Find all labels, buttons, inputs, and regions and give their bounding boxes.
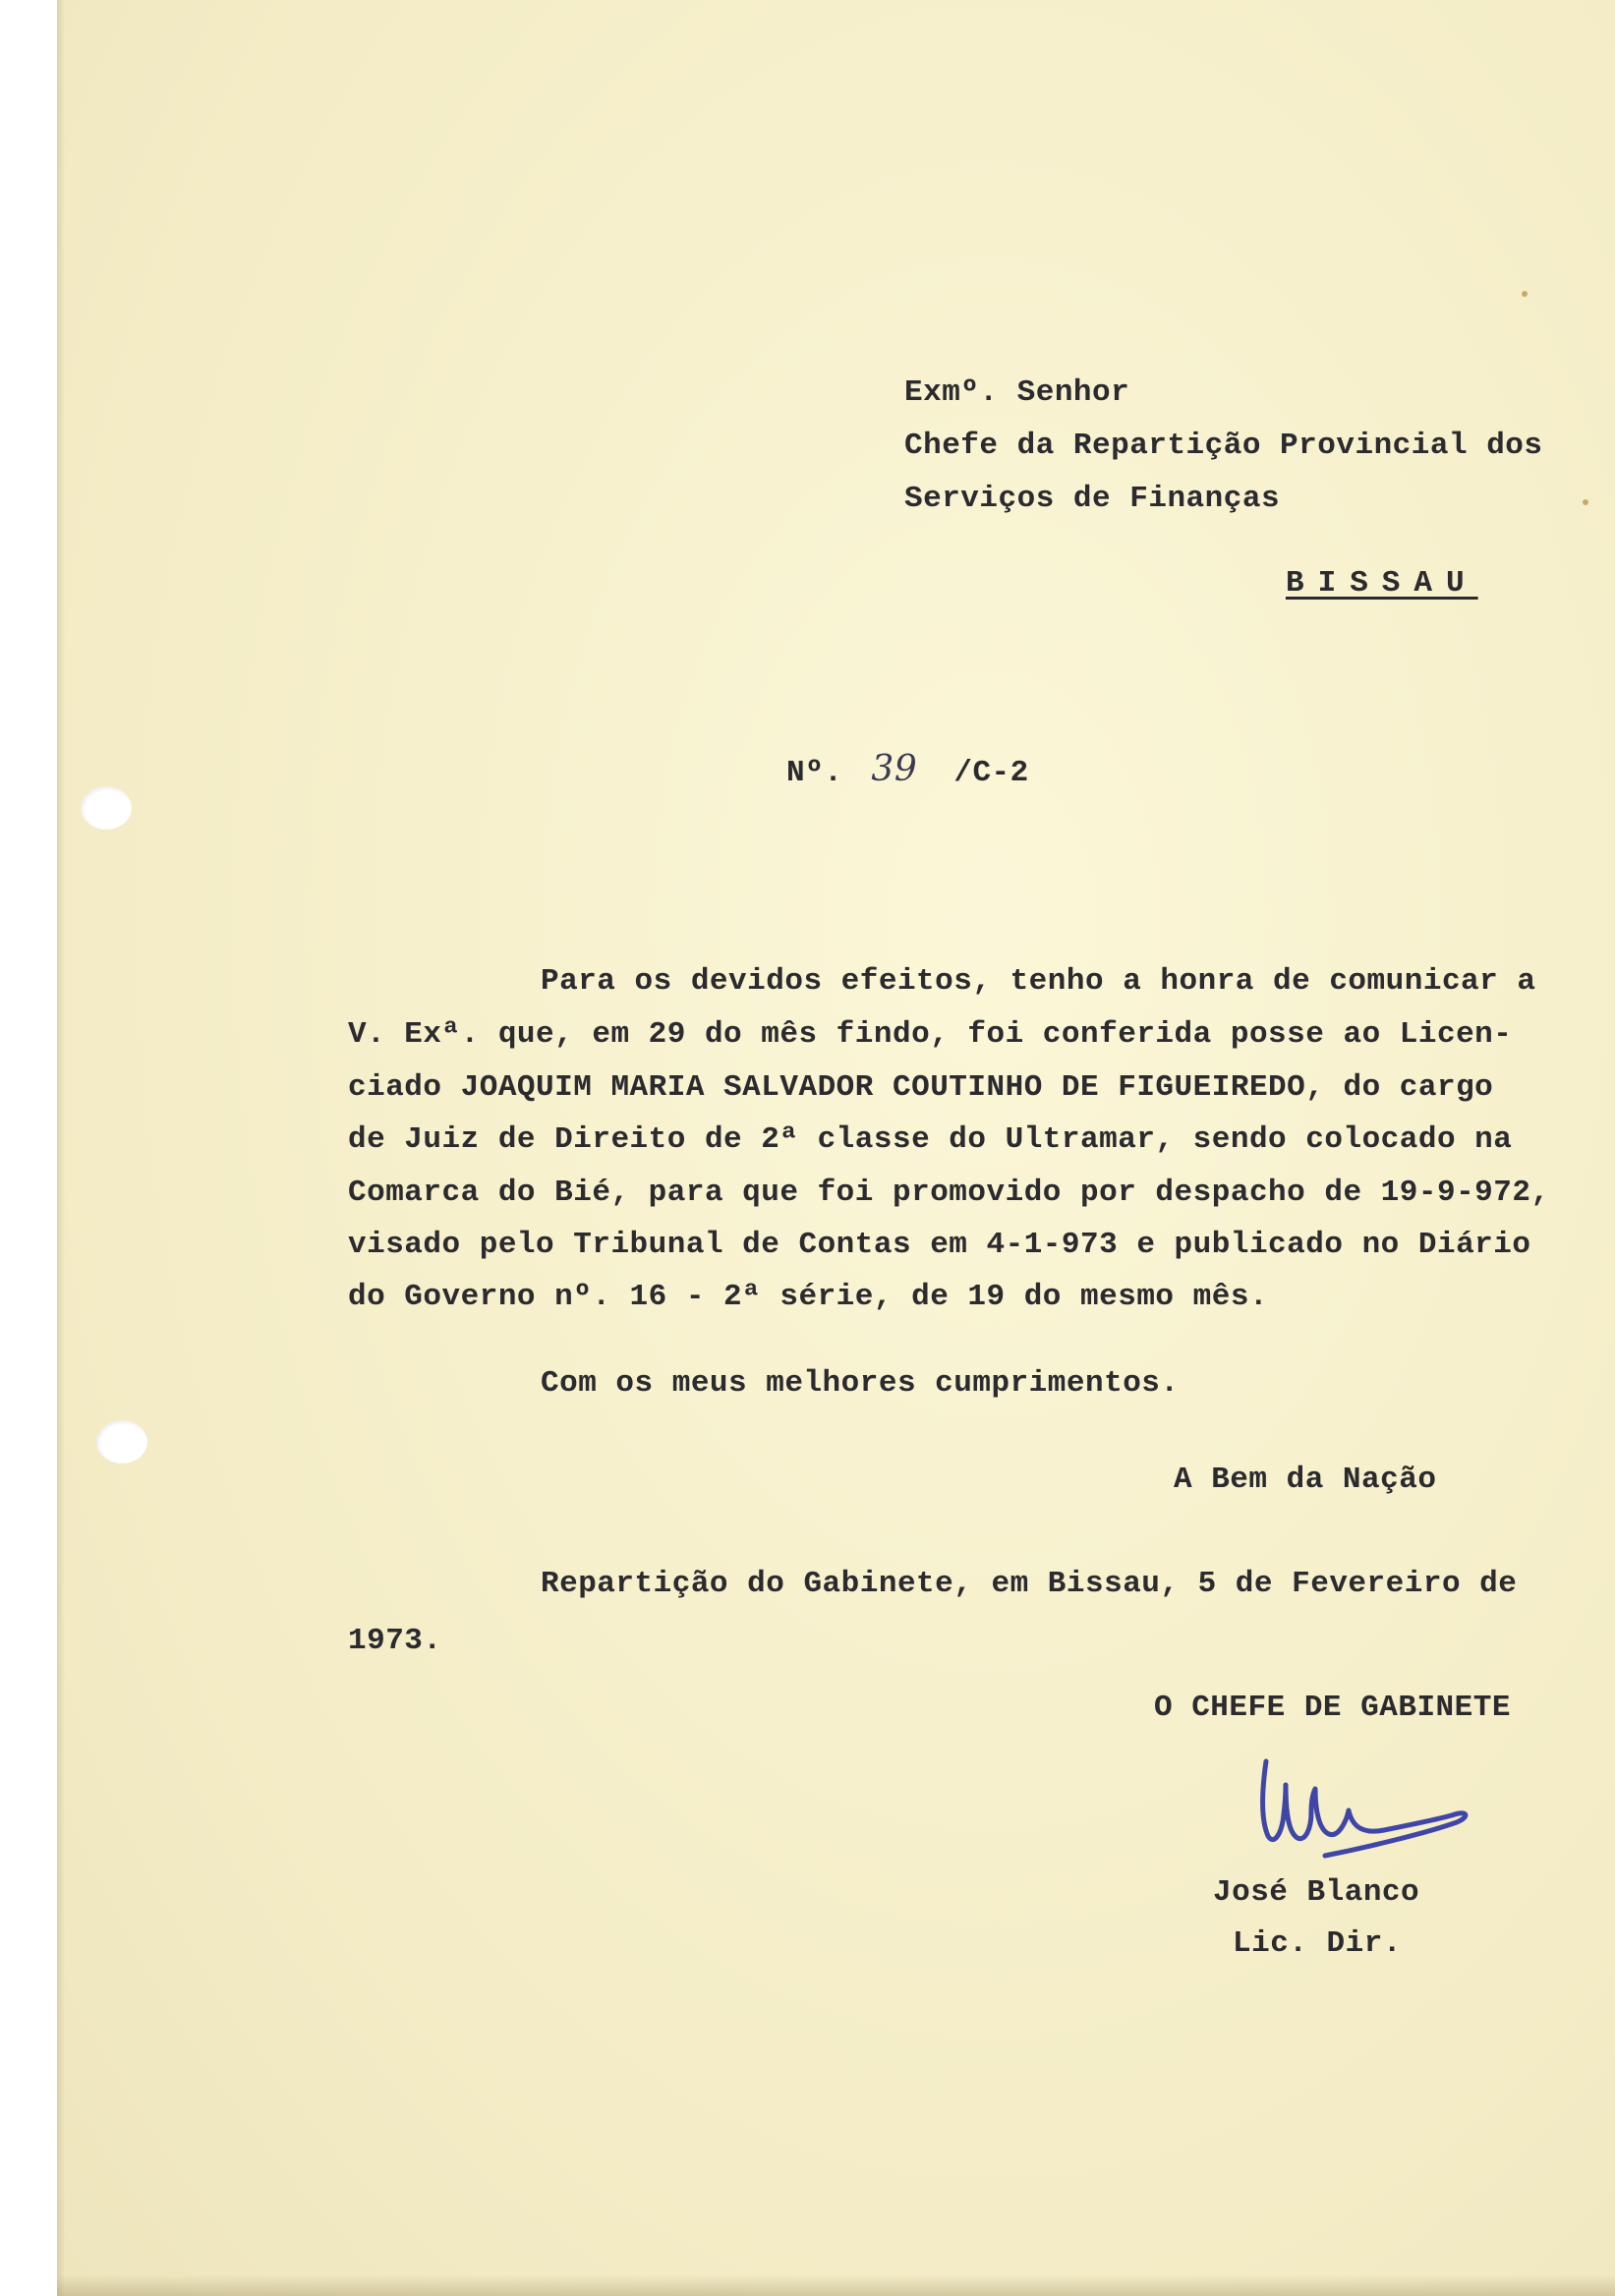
punch-hole-top	[81, 786, 132, 830]
closing-greeting: Com os meus melhores cumprimentos.	[541, 1366, 1180, 1401]
reference-prefix: Nº.	[786, 756, 843, 790]
address-line-1: Chefe da Repartição Provincial dos	[904, 429, 1543, 463]
handwritten-signature	[1246, 1750, 1502, 1867]
body-line-4: de Juiz de Direito de 2ª classe do Ultramar, sendo colocado na	[348, 1122, 1513, 1157]
signer-name: José Blanco	[1213, 1875, 1420, 1910]
page-bottom-edge	[57, 2274, 1615, 2296]
address-city: BISSAU	[1286, 566, 1478, 601]
address-line-2: Serviços de Finanças	[904, 482, 1281, 516]
paper-speck	[1583, 499, 1588, 505]
reference-number	[786, 749, 1029, 790]
body-line-6: visado pelo Tribunal de Contas em 4-1-973 e publicado no Diário	[348, 1228, 1531, 1262]
place-date-line-1: Repartição do Gabinete, em Bissau, 5 de Fevereiro de	[541, 1567, 1518, 1601]
punch-hole-bottom	[96, 1420, 147, 1464]
body-line-1: Para os devidos efeitos, tenho a honra de comunicar a	[541, 964, 1536, 999]
letter-page	[57, 0, 1615, 2296]
motto: A Bem da Nação	[1174, 1463, 1437, 1497]
reference-handwritten-number: 39	[871, 749, 918, 789]
place-date-line-2: 1973.	[348, 1624, 442, 1658]
body-line-3: ciado JOAQUIM MARIA SALVADOR COUTINHO DE FIGUEIREDO, do cargo	[348, 1070, 1494, 1105]
paper-speck	[1522, 291, 1528, 297]
address-salutation: Exmº. Senhor	[904, 375, 1130, 410]
body-line-7: do Governo nº. 16 - 2ª série, de 19 do mesmo mês.	[348, 1280, 1269, 1314]
signer-degree: Lic. Dir.	[1233, 1926, 1402, 1961]
page-edge-shadow	[57, 0, 65, 2296]
body-line-5: Comarca do Bié, para que foi promovido por despacho de 19-9-972,	[348, 1176, 1550, 1210]
body-line-2: V. Exª. que, em 29 do mês findo, foi conferida posse ao Licen-	[348, 1017, 1513, 1052]
reference-suffix: /C-2	[953, 756, 1029, 790]
signer-title: O CHEFE DE GABINETE	[1154, 1691, 1511, 1725]
